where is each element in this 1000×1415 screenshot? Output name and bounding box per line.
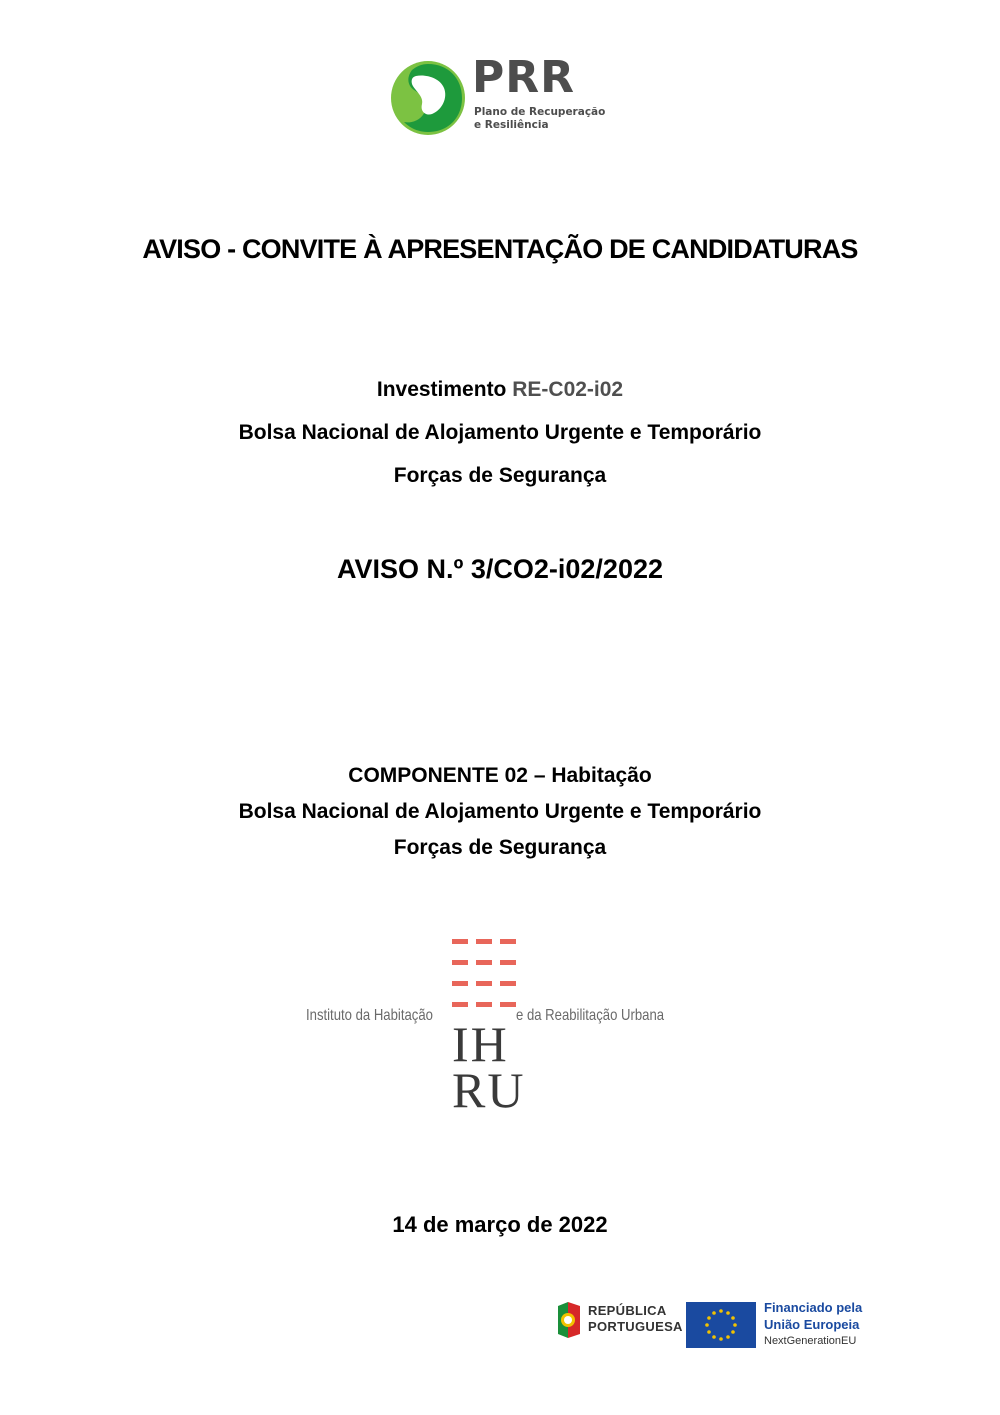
- investment-line: [0, 378, 1000, 402]
- eu-flag-icon: [686, 1302, 756, 1348]
- investment-label: Investimento: [376, 378, 507, 401]
- prr-subtitle-line2: e Resiliência: [474, 119, 549, 131]
- republica-line2: PORTUGUESA: [588, 1319, 683, 1334]
- prr-subtitle-line1: Plano de Recuperação: [474, 106, 606, 118]
- republica-line1: REPÚBLICA: [588, 1303, 667, 1318]
- ihru-dash: [476, 939, 492, 944]
- ihru-logo: [300, 935, 700, 1118]
- ihru-dash: [452, 960, 468, 965]
- ihru-name-right: e da Reabilitação Urbana: [516, 1007, 665, 1024]
- prr-logo: [390, 52, 620, 138]
- ihru-monogram-bottom: RU: [452, 1062, 526, 1118]
- component-line: COMPONENTE 02 – Habitação: [348, 764, 652, 787]
- prr-globe-icon: [390, 60, 466, 136]
- program-title-2: Bolsa Nacional de Alojamento Urgente e Temporário: [238, 800, 762, 823]
- eu-line2: União Europeia: [764, 1317, 860, 1332]
- ihru-dash: [500, 939, 516, 944]
- republica-portuguesa-logo: [554, 1298, 684, 1342]
- notice-number: AVISO N.º 3/CO2-i02/2022: [336, 554, 663, 584]
- portugal-emblem-icon: [554, 1300, 584, 1340]
- document-date: 14 de março de 2022: [392, 1212, 608, 1237]
- ihru-dash: [500, 981, 516, 986]
- investment-code: RE-C02-i02: [512, 378, 624, 401]
- eu-line3: NextGenerationEU: [764, 1335, 857, 1347]
- program-title: Bolsa Nacional de Alojamento Urgente e Temporário: [238, 421, 762, 444]
- ihru-dash: [476, 1002, 492, 1007]
- ihru-dash: [500, 1002, 516, 1007]
- ihru-dash: [452, 1002, 468, 1007]
- document-title: AVISO - CONVITE À APRESENTAÇÃO DE CANDIDATURAS: [142, 234, 858, 264]
- program-target-2: Forças de Segurança: [393, 836, 607, 859]
- ihru-name-left: Instituto da Habitação: [306, 1007, 433, 1024]
- ihru-dash: [500, 960, 516, 965]
- ihru-dash: [476, 960, 492, 965]
- eu-funding-logo: [686, 1300, 886, 1352]
- ihru-monogram-top: IH: [452, 1016, 509, 1072]
- ihru-dash: [452, 981, 468, 986]
- ihru-dash: [452, 939, 468, 944]
- program-target: Forças de Segurança: [393, 464, 607, 487]
- ihru-dash: [476, 981, 492, 986]
- eu-line1: Financiado pela: [764, 1300, 863, 1315]
- prr-wordmark: PRR: [472, 52, 576, 103]
